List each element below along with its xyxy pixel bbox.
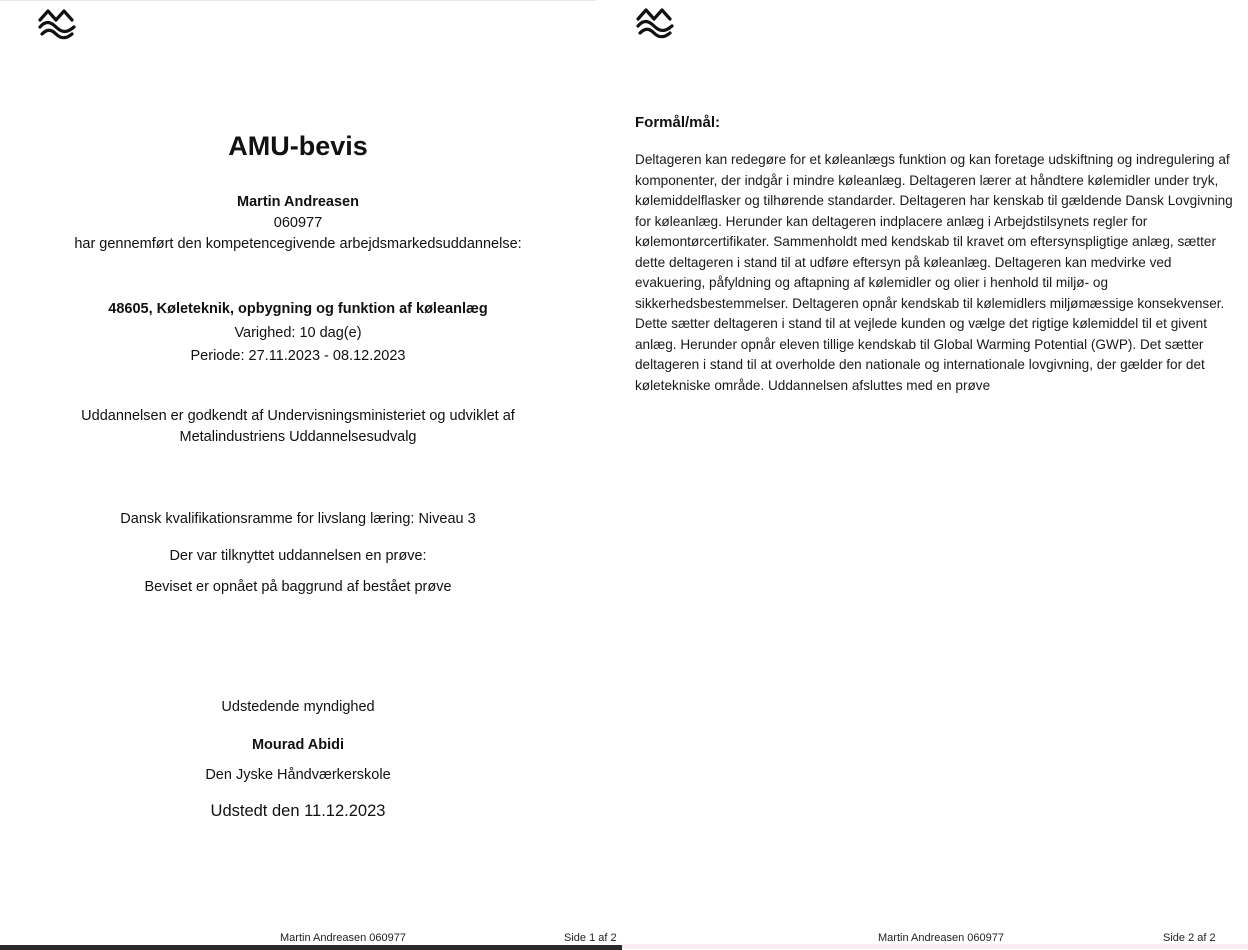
footer-name: Martin Andreasen 060977 [280, 932, 406, 944]
participant-name: Martin Andreasen [237, 194, 359, 210]
document-page-1 [0, 0, 617, 950]
certificate-title: AMU-bevis [228, 131, 368, 161]
qualification-level: Dansk kvalifikationsramme for livslang læring: Niveau 3 [120, 511, 476, 527]
document-page-2 [622, 0, 1248, 949]
issuing-authority-label: Udstedende myndighed [221, 699, 375, 715]
issuer-name: Mourad Abidi [251, 737, 345, 753]
course-period: Periode: 27.11.2023 - 08.12.2023 [190, 348, 406, 364]
purpose-heading: Formål/mål: [635, 114, 721, 131]
completed-text: har gennemført den kompetencegivende arbejdsmarkedsuddannelse: [74, 236, 522, 252]
page-bottom-edge [0, 945, 622, 950]
page-bottom-edge [622, 944, 1248, 949]
school-logo-icon [36, 7, 78, 43]
exam-result: Beviset er opnået på baggrund af bestået prøve [144, 579, 452, 595]
participant-id: 060977 [273, 215, 323, 231]
approval-line-2: Metalindustriens Uddannelsesudvalg [179, 429, 417, 445]
school-name: Den Jyske Håndværkerskole [205, 767, 391, 783]
footer-page-number: Side 1 af 2 [564, 932, 617, 944]
exam-attached: Der var tilknyttet uddannelsen en prøve: [169, 548, 427, 564]
purpose-body-text: Deltageren kan redegøre for et køleanlægs funktion og kan foretage udskiftning og indregulering af komponenter, der indgår i mindre køleanlæg. Deltageren lærer at håndtere kølemidler under tryk, kølemiddelflasker og tilhørende standarder. Deltageren har kenskab til gældende Dansk Lovgivning for køleanlæg. Herunder kan deltageren indplacere anlæg i Arbejdstilsynets regler for kølemontørcertifikater. Sammenholdt med kendskab til kravet om eftersynspligtige anlæg, sætter dette deltageren i stand til at udføre eftersyn på køleanlæg. Deltageren kan medvirke ved evakuering, påfyldning og aftapning af kølemidler og olier i henhold til miljø- og sikkerhedsbestemmelser. Deltageren opnår kendskab til kølemidlers miljømæssige konsekvenser. Dette sætter deltageren i stand til at vejlede kunden og vælge det rigtige kølemiddel til et givent anlæg. Herunder opnår eleven tillige kendskab til Global Warming Potential (GWP). Det sætter deltageren i stand til at overholde den nationale og internationale lovgivning, der gælder for det køletekniske område. Uddannelsen afsluttes med en prøve [635, 152, 1233, 393]
course-duration: Varighed: 10 dag(e) [234, 325, 362, 341]
footer-name: Martin Andreasen 060977 [878, 932, 1004, 944]
footer-page-number: Side 2 af 2 [1163, 932, 1216, 944]
school-logo-icon [634, 6, 676, 42]
issue-date: Udstedt den 11.12.2023 [210, 802, 386, 820]
course-title: 48605, Køleteknik, opbygning og funktion af køleanlæg [108, 301, 488, 317]
approval-line-1: Uddannelsen er godkendt af Undervisningsministeriet og udviklet af [81, 408, 515, 424]
